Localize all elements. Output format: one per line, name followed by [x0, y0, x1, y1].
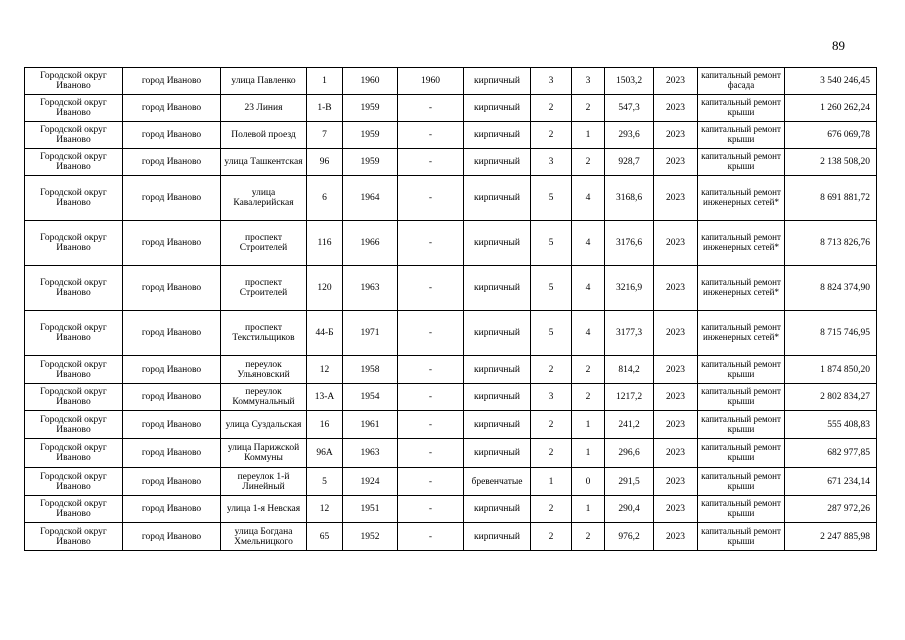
- repair-year-cell: 2023: [654, 439, 698, 468]
- table-row: [25, 523, 877, 551]
- work-type-cell: капитальный ремонт крыши: [698, 149, 785, 176]
- year-built-cell: 1966: [343, 221, 398, 266]
- entrances-cell: 2: [572, 356, 605, 384]
- city-cell: город Иваново: [123, 384, 221, 411]
- floors-cell: 2: [531, 122, 572, 149]
- street-cell: улица Суздальская: [221, 411, 307, 439]
- year-built-cell: 1959: [343, 95, 398, 122]
- cost-cell: 1 260 262,24: [785, 95, 877, 122]
- repair-year-cell: 2023: [654, 411, 698, 439]
- cost-cell: 671 234,14: [785, 468, 877, 496]
- floors-cell: 1: [531, 468, 572, 496]
- house-number-cell: 5: [307, 468, 343, 496]
- cost-cell: 2 247 885,98: [785, 523, 877, 551]
- year-built-cell: 1951: [343, 496, 398, 523]
- table-row: [25, 496, 877, 523]
- table-row: [25, 356, 877, 384]
- city-cell: город Иваново: [123, 356, 221, 384]
- house-number-cell: 120: [307, 266, 343, 311]
- work-type-cell: капитальный ремонт крыши: [698, 95, 785, 122]
- floors-cell: 5: [531, 176, 572, 221]
- table-row: [25, 122, 877, 149]
- floors-cell: 5: [531, 311, 572, 356]
- entrances-cell: 4: [572, 266, 605, 311]
- district-cell: Городской округ Иваново: [25, 68, 123, 95]
- table-row: [25, 266, 877, 311]
- floors-cell: 2: [531, 356, 572, 384]
- area-cell: 3176,6: [605, 221, 654, 266]
- year-built-cell: 1954: [343, 384, 398, 411]
- cost-cell: 8 713 826,76: [785, 221, 877, 266]
- house-number-cell: 12: [307, 356, 343, 384]
- floors-cell: 3: [531, 68, 572, 95]
- area-cell: 976,2: [605, 523, 654, 551]
- work-type-cell: капитальный ремонт крыши: [698, 439, 785, 468]
- wall-material-cell: кирпичный: [464, 176, 531, 221]
- entrances-cell: 1: [572, 122, 605, 149]
- house-number-cell: 96А: [307, 439, 343, 468]
- area-cell: 1503,2: [605, 68, 654, 95]
- district-cell: Городской округ Иваново: [25, 523, 123, 551]
- work-type-cell: капитальный ремонт инженерных сетей*: [698, 266, 785, 311]
- table-row: [25, 411, 877, 439]
- wall-material-cell: кирпичный: [464, 496, 531, 523]
- table-row: [25, 468, 877, 496]
- year-built-cell: 1958: [343, 356, 398, 384]
- table-row: [25, 176, 877, 221]
- repair-year-cell: 2023: [654, 468, 698, 496]
- area-cell: 293,6: [605, 122, 654, 149]
- table-row: [25, 221, 877, 266]
- work-type-cell: капитальный ремонт инженерных сетей*: [698, 221, 785, 266]
- district-cell: Городской округ Иваново: [25, 266, 123, 311]
- floors-cell: 5: [531, 266, 572, 311]
- repair-year-cell: 2023: [654, 95, 698, 122]
- street-cell: проспект Текстильщиков: [221, 311, 307, 356]
- house-number-cell: 7: [307, 122, 343, 149]
- year-built-cell: 1963: [343, 266, 398, 311]
- wall-material-cell: кирпичный: [464, 411, 531, 439]
- house-number-cell: 13-А: [307, 384, 343, 411]
- wall-material-cell: кирпичный: [464, 95, 531, 122]
- commission-year-cell: -: [398, 523, 464, 551]
- wall-material-cell: кирпичный: [464, 439, 531, 468]
- repair-year-cell: 2023: [654, 356, 698, 384]
- area-cell: 814,2: [605, 356, 654, 384]
- house-number-cell: 1-В: [307, 95, 343, 122]
- cost-cell: 8 824 374,90: [785, 266, 877, 311]
- table-row: [25, 311, 877, 356]
- city-cell: город Иваново: [123, 523, 221, 551]
- area-cell: 1217,2: [605, 384, 654, 411]
- district-cell: Городской округ Иваново: [25, 384, 123, 411]
- wall-material-cell: кирпичный: [464, 221, 531, 266]
- cost-cell: 8 715 746,95: [785, 311, 877, 356]
- work-type-cell: капитальный ремонт крыши: [698, 384, 785, 411]
- commission-year-cell: -: [398, 439, 464, 468]
- district-cell: Городской округ Иваново: [25, 439, 123, 468]
- table-row: [25, 68, 877, 95]
- commission-year-cell: -: [398, 149, 464, 176]
- street-cell: проспект Строителей: [221, 266, 307, 311]
- year-built-cell: 1959: [343, 149, 398, 176]
- work-type-cell: капитальный ремонт инженерных сетей*: [698, 176, 785, 221]
- work-type-cell: капитальный ремонт крыши: [698, 356, 785, 384]
- wall-material-cell: кирпичный: [464, 122, 531, 149]
- city-cell: город Иваново: [123, 95, 221, 122]
- entrances-cell: 2: [572, 384, 605, 411]
- city-cell: город Иваново: [123, 411, 221, 439]
- year-built-cell: 1952: [343, 523, 398, 551]
- repair-year-cell: 2023: [654, 149, 698, 176]
- area-cell: 296,6: [605, 439, 654, 468]
- district-cell: Городской округ Иваново: [25, 496, 123, 523]
- page-number: 89: [832, 38, 845, 53]
- street-cell: улица Павленко: [221, 68, 307, 95]
- work-type-cell: капитальный ремонт крыши: [698, 523, 785, 551]
- commission-year-cell: -: [398, 122, 464, 149]
- cost-cell: 682 977,85: [785, 439, 877, 468]
- table-row: [25, 149, 877, 176]
- commission-year-cell: -: [398, 311, 464, 356]
- work-type-cell: капитальный ремонт крыши: [698, 411, 785, 439]
- housing-repair-table: [24, 67, 877, 551]
- repair-year-cell: 2023: [654, 176, 698, 221]
- district-cell: Городской округ Иваново: [25, 176, 123, 221]
- wall-material-cell: кирпичный: [464, 266, 531, 311]
- year-built-cell: 1963: [343, 439, 398, 468]
- street-cell: проспект Строителей: [221, 221, 307, 266]
- floors-cell: 2: [531, 523, 572, 551]
- wall-material-cell: кирпичный: [464, 311, 531, 356]
- area-cell: 241,2: [605, 411, 654, 439]
- wall-material-cell: кирпичный: [464, 384, 531, 411]
- repair-year-cell: 2023: [654, 311, 698, 356]
- cost-cell: 8 691 881,72: [785, 176, 877, 221]
- district-cell: Городской округ Иваново: [25, 411, 123, 439]
- entrances-cell: 0: [572, 468, 605, 496]
- area-cell: 291,5: [605, 468, 654, 496]
- work-type-cell: капитальный ремонт крыши: [698, 122, 785, 149]
- city-cell: город Иваново: [123, 468, 221, 496]
- district-cell: Городской округ Иваново: [25, 356, 123, 384]
- cost-cell: 287 972,26: [785, 496, 877, 523]
- repair-year-cell: 2023: [654, 496, 698, 523]
- entrances-cell: 4: [572, 176, 605, 221]
- floors-cell: 3: [531, 384, 572, 411]
- repair-year-cell: 2023: [654, 68, 698, 95]
- entrances-cell: 1: [572, 439, 605, 468]
- cost-cell: 2 138 508,20: [785, 149, 877, 176]
- entrances-cell: 4: [572, 311, 605, 356]
- street-cell: улица Парижской Коммуны: [221, 439, 307, 468]
- entrances-cell: 1: [572, 496, 605, 523]
- street-cell: переулок Коммунальный: [221, 384, 307, 411]
- year-built-cell: 1924: [343, 468, 398, 496]
- district-cell: Городской округ Иваново: [25, 149, 123, 176]
- wall-material-cell: кирпичный: [464, 356, 531, 384]
- repair-year-cell: 2023: [654, 122, 698, 149]
- year-built-cell: 1960: [343, 68, 398, 95]
- entrances-cell: 4: [572, 221, 605, 266]
- city-cell: город Иваново: [123, 439, 221, 468]
- work-type-cell: капитальный ремонт инженерных сетей*: [698, 311, 785, 356]
- floors-cell: 2: [531, 496, 572, 523]
- wall-material-cell: бревенчатые: [464, 468, 531, 496]
- commission-year-cell: -: [398, 384, 464, 411]
- entrances-cell: 2: [572, 149, 605, 176]
- table-row: [25, 439, 877, 468]
- commission-year-cell: 1960: [398, 68, 464, 95]
- district-cell: Городской округ Иваново: [25, 311, 123, 356]
- house-number-cell: 16: [307, 411, 343, 439]
- street-cell: улица 1-я Невская: [221, 496, 307, 523]
- year-built-cell: 1959: [343, 122, 398, 149]
- district-cell: Городской округ Иваново: [25, 221, 123, 266]
- floors-cell: 2: [531, 439, 572, 468]
- area-cell: 928,7: [605, 149, 654, 176]
- table-row: [25, 384, 877, 411]
- city-cell: город Иваново: [123, 496, 221, 523]
- street-cell: 23 Линия: [221, 95, 307, 122]
- entrances-cell: 3: [572, 68, 605, 95]
- floors-cell: 3: [531, 149, 572, 176]
- wall-material-cell: кирпичный: [464, 68, 531, 95]
- street-cell: переулок Ульяновский: [221, 356, 307, 384]
- year-built-cell: 1971: [343, 311, 398, 356]
- street-cell: улица Кавалерийская: [221, 176, 307, 221]
- commission-year-cell: -: [398, 176, 464, 221]
- floors-cell: 2: [531, 411, 572, 439]
- cost-cell: 3 540 246,45: [785, 68, 877, 95]
- year-built-cell: 1961: [343, 411, 398, 439]
- entrances-cell: 2: [572, 95, 605, 122]
- year-built-cell: 1964: [343, 176, 398, 221]
- city-cell: город Иваново: [123, 68, 221, 95]
- table-row: [25, 95, 877, 122]
- repair-year-cell: 2023: [654, 384, 698, 411]
- commission-year-cell: -: [398, 468, 464, 496]
- cost-cell: 2 802 834,27: [785, 384, 877, 411]
- commission-year-cell: -: [398, 411, 464, 439]
- house-number-cell: 116: [307, 221, 343, 266]
- city-cell: город Иваново: [123, 221, 221, 266]
- city-cell: город Иваново: [123, 122, 221, 149]
- house-number-cell: 96: [307, 149, 343, 176]
- entrances-cell: 1: [572, 411, 605, 439]
- city-cell: город Иваново: [123, 266, 221, 311]
- area-cell: 547,3: [605, 95, 654, 122]
- district-cell: Городской округ Иваново: [25, 122, 123, 149]
- street-cell: переулок 1-й Линейный: [221, 468, 307, 496]
- city-cell: город Иваново: [123, 176, 221, 221]
- commission-year-cell: -: [398, 356, 464, 384]
- wall-material-cell: кирпичный: [464, 523, 531, 551]
- house-number-cell: 65: [307, 523, 343, 551]
- district-cell: Городской округ Иваново: [25, 95, 123, 122]
- repair-year-cell: 2023: [654, 221, 698, 266]
- street-cell: Полевой проезд: [221, 122, 307, 149]
- work-type-cell: капитальный ремонт крыши: [698, 496, 785, 523]
- district-cell: Городской округ Иваново: [25, 468, 123, 496]
- table-body: [25, 68, 877, 551]
- commission-year-cell: -: [398, 221, 464, 266]
- street-cell: улица Ташкентская: [221, 149, 307, 176]
- entrances-cell: 2: [572, 523, 605, 551]
- house-number-cell: 12: [307, 496, 343, 523]
- work-type-cell: капитальный ремонт крыши: [698, 468, 785, 496]
- area-cell: 3177,3: [605, 311, 654, 356]
- commission-year-cell: -: [398, 266, 464, 311]
- repair-year-cell: 2023: [654, 523, 698, 551]
- commission-year-cell: -: [398, 95, 464, 122]
- house-number-cell: 1: [307, 68, 343, 95]
- street-cell: улица Богдана Хмельницкого: [221, 523, 307, 551]
- commission-year-cell: -: [398, 496, 464, 523]
- city-cell: город Иваново: [123, 149, 221, 176]
- area-cell: 290,4: [605, 496, 654, 523]
- cost-cell: 555 408,83: [785, 411, 877, 439]
- area-cell: 3216,9: [605, 266, 654, 311]
- house-number-cell: 44-Б: [307, 311, 343, 356]
- area-cell: 3168,6: [605, 176, 654, 221]
- wall-material-cell: кирпичный: [464, 149, 531, 176]
- work-type-cell: капитальный ремонт фасада: [698, 68, 785, 95]
- cost-cell: 1 874 850,20: [785, 356, 877, 384]
- city-cell: город Иваново: [123, 311, 221, 356]
- house-number-cell: 6: [307, 176, 343, 221]
- floors-cell: 5: [531, 221, 572, 266]
- cost-cell: 676 069,78: [785, 122, 877, 149]
- floors-cell: 2: [531, 95, 572, 122]
- repair-year-cell: 2023: [654, 266, 698, 311]
